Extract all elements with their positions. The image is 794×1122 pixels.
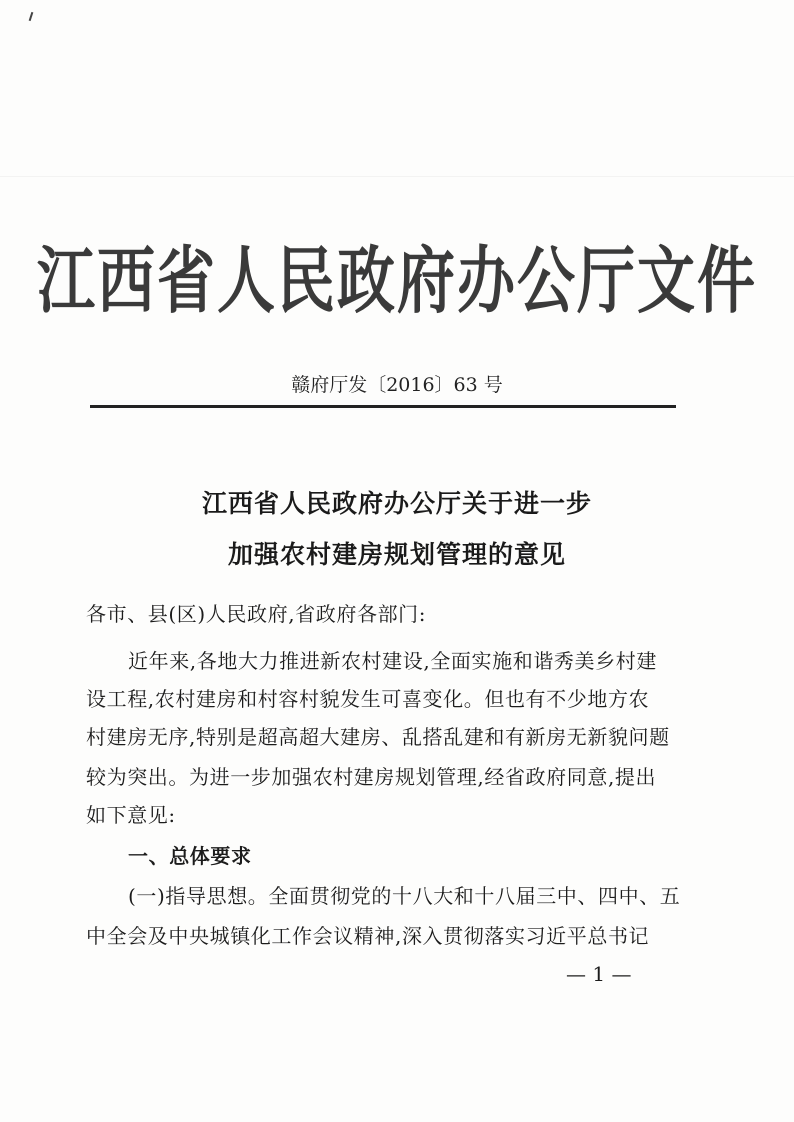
issuer-header: 江西省人民政府办公厅文件 [36, 238, 757, 324]
paragraph-2-line: 中全会及中央城镇化工作会议精神,深入贯彻落实习近平总书记 [86, 924, 650, 948]
paragraph-1-line: 较为突出。为进一步加强农村建房规划管理,经省政府同意,提出 [86, 765, 657, 789]
paragraph-1-line: 近年来,各地大力推进新农村建设,全面实施和谐秀美乡村建 [128, 649, 657, 673]
paragraph-1-line: 村建房无序,特别是超高超大建房、乱搭乱建和有新房无新貌问题 [86, 725, 670, 749]
document-title-line-1: 江西省人民政府办公厅关于进一步 [201, 489, 592, 518]
document-title-line-2: 加强农村建房规划管理的意见 [227, 540, 566, 569]
header-divider [90, 405, 676, 408]
scan-mark [29, 12, 34, 21]
section-heading: 一、总体要求 [128, 844, 252, 868]
document-number: 赣府厅发〔2016〕63 号 [291, 374, 503, 396]
paragraph-1-line: 如下意见: [86, 803, 176, 827]
paragraph-2-line: (一)指导思想。全面贯彻党的十八大和十八届三中、四中、五 [128, 884, 681, 908]
salutation: 各市、县(区)人民政府,省政府各部门: [86, 602, 427, 626]
page-number: — 1 — [566, 962, 632, 986]
fold-line [0, 176, 794, 177]
paragraph-1-line: 设工程,农村建房和村容村貌发生可喜变化。但也有不少地方农 [86, 687, 650, 711]
